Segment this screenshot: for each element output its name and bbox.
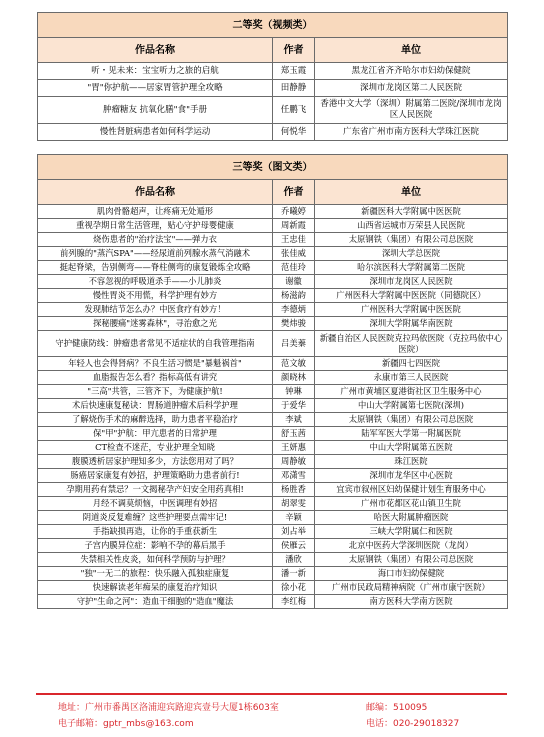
org-cell: 新疆医科大学附属中医医院 (315, 205, 508, 219)
work-cell: 手指缺损再造，让你的手重获新生 (38, 525, 273, 539)
work-cell: 不容忽视的呼吸道杀手——小儿肺炎 (38, 275, 273, 289)
work-cell: 阴道炎反复难缠？这些护理要点需牢记! (38, 511, 273, 525)
org-cell: 深圳市龙岗区人民医院 (315, 275, 508, 289)
org-cell: 太原钢铁（集团）有限公司总医院 (315, 233, 508, 247)
table-row (38, 581, 508, 595)
table-row (38, 399, 508, 413)
org-cell: 广州医科大学附属中医医院 (315, 303, 508, 317)
table-row (38, 427, 508, 441)
author-cell: 侯雁云 (273, 539, 315, 553)
work-cell: 子宫内膜异位症：影响不孕的幕后黑手 (38, 539, 273, 553)
author-cell: 舒玉茜 (273, 427, 315, 441)
org-cell: 珠江医院 (315, 455, 508, 469)
work-cell: 听・见未来：宝宝听力之旅的启航 (38, 63, 273, 80)
table-row (38, 219, 508, 233)
col-header-work: 作品名称 (38, 38, 273, 63)
work-cell: 烧伤患者的"治疗法宝"——弹力衣 (38, 233, 273, 247)
work-cell: 腹膜透析居家护理知多少，方法您用对了吗？ (38, 455, 273, 469)
org-cell: 中山大学附属第七医院(深圳) (315, 399, 508, 413)
org-cell: 新疆自治区人民医院克拉玛依医院（克拉玛依中心医院） (315, 331, 508, 357)
table-row (38, 595, 508, 609)
work-cell: "独"一无二的旅程：快乐融入孤独症康复 (38, 567, 273, 581)
org-cell: 广州市黄埔区夏港街社区卫生服务中心 (315, 385, 508, 399)
author-cell: 田静静 (273, 80, 315, 97)
table-row (38, 357, 508, 371)
work-cell: 肿瘤糖友 抗氧化膳"食"手册 (38, 97, 273, 124)
table-row (38, 97, 508, 124)
org-cell: 新疆四七四医院 (315, 357, 508, 371)
table-row (38, 371, 508, 385)
author-cell: 钟琳 (273, 385, 315, 399)
table-row (38, 525, 508, 539)
work-cell: 失禁相关性皮炎，如何科学预防与护理？ (38, 553, 273, 567)
footer-email: 电子邮箱：gptr_mbs@163.com (58, 719, 194, 729)
org-cell: 深圳大学附属华南医院 (315, 317, 508, 331)
author-cell: 胡翠雯 (273, 497, 315, 511)
work-cell: 守护健康防线：肿瘤患者常见不适症状的自我管理指南 (38, 331, 273, 357)
work-cell: "胃"你护航——居家胃管护理全攻略 (38, 80, 273, 97)
table-row (38, 233, 508, 247)
org-cell: 陆军军医大学第一附属医院 (315, 427, 508, 441)
org-cell: 深圳市龙华区中心医院 (315, 469, 508, 483)
author-cell: 李红梅 (273, 595, 315, 609)
org-cell: 南方医科大学南方医院 (315, 595, 508, 609)
author-cell: 刘占举 (273, 525, 315, 539)
org-cell: 广州市民政局精神病院（广州市康宁医院） (315, 581, 508, 595)
work-cell: 肠癌居家康复有妙招，护理策略助力患者前行! (38, 469, 273, 483)
org-cell: 宜宾市叙州区妇幼保健计划生育服务中心 (315, 483, 508, 497)
table-row (38, 124, 508, 141)
table-row (38, 413, 508, 427)
author-cell: 王忠佳 (273, 233, 315, 247)
author-cell: 徐小花 (273, 581, 315, 595)
work-cell: CT检查不迷茫，专业护理全知晓 (38, 441, 273, 455)
author-cell: 李德炳 (273, 303, 315, 317)
author-cell: 范文敏 (273, 357, 315, 371)
footer-phone: 电话：020-29018327 (366, 719, 460, 729)
col-header-author: 作者 (273, 38, 315, 63)
org-cell: 深圳市龙岗区第二人民医院 (315, 80, 508, 97)
work-cell: 术后快速康复秘诀：胃肠道肿瘤术后科学护理 (38, 399, 273, 413)
work-cell: 挺起脊梁，告别侧弯——脊柱侧弯的康复锻炼全攻略 (38, 261, 273, 275)
table-row (38, 80, 508, 97)
org-cell: 深圳大学总医院 (315, 247, 508, 261)
work-cell: 保"甲"护航：甲亢患者的日常护理 (38, 427, 273, 441)
work-cell: 快速解读老年痴呆的康复治疗知识 (38, 581, 273, 595)
work-cell: 了解烧伤手术的麻醉选择，助力患者平稳治疗 (38, 413, 273, 427)
org-cell: 太原钢铁（集团）有限公司总医院 (315, 553, 508, 567)
third-prize-title: 三等奖（图文类） (38, 155, 508, 180)
work-cell: "三高"共管，三管齐下，为健康护航! (38, 385, 273, 399)
author-cell: 吕美蓁 (273, 331, 315, 357)
author-cell: 邓潇雪 (273, 469, 315, 483)
author-cell: 潘欣 (273, 553, 315, 567)
author-cell: 周新霞 (273, 219, 315, 233)
col-header-org: 单位 (315, 38, 508, 63)
author-cell: 何悦华 (273, 124, 315, 141)
table-row (38, 275, 508, 289)
table-row (38, 539, 508, 553)
col-header-author: 作者 (273, 180, 315, 205)
work-cell: 重视孕期日常生活管理，贴心守护母婴健康 (38, 219, 273, 233)
table-row (38, 553, 508, 567)
work-cell: 前列腺的"蒸汽SPA"——经尿道前列腺水蒸气消融术 (38, 247, 273, 261)
table-row (38, 63, 508, 80)
second-prize-table (37, 12, 508, 141)
table-row (38, 289, 508, 303)
author-cell: 乔曦婷 (273, 205, 315, 219)
work-cell: 年轻人也会得肾病？不良生活习惯是"暴魁祸首" (38, 357, 273, 371)
org-cell: 黑龙江省齐齐哈尔市妇幼保健院 (315, 63, 508, 80)
org-cell: 山西省运城市万荣县人民医院 (315, 219, 508, 233)
org-cell: 广东省广州市南方医科大学珠江医院 (315, 124, 508, 141)
author-cell: 周静敏 (273, 455, 315, 469)
org-cell: 哈医大附属肿瘤医院 (315, 511, 508, 525)
third-prize-table (37, 154, 508, 609)
table-row (38, 511, 508, 525)
work-cell: 血脂报告怎么看？指标高低有讲究 (38, 371, 273, 385)
org-cell: 香港中文大学（深圳）附属第二医院/深圳市龙岗区人民医院 (315, 97, 508, 124)
table-row (38, 469, 508, 483)
table-row (38, 385, 508, 399)
table-row (38, 261, 508, 275)
footer (36, 693, 507, 729)
author-cell: 颜晓林 (273, 371, 315, 385)
table-row (38, 455, 508, 469)
author-cell: 杨滋韵 (273, 289, 315, 303)
table-row (38, 205, 508, 219)
org-cell: 广州市花都区花山镇卫生院 (315, 497, 508, 511)
work-cell: 探秘腰痛"迷雾森林"，寻治愈之光 (38, 317, 273, 331)
table-row (38, 247, 508, 261)
work-cell: 肌肉骨骼超声，让疼痛无处遁形 (38, 205, 273, 219)
footer-address: 地址：广州市番禺区洛浦迎宾路迎宾壹号大厦1栋603室 (58, 703, 279, 713)
work-cell: 守护"生命之河"：造血干细胞的"造血"魔法 (38, 595, 273, 609)
author-cell: 郑玉霞 (273, 63, 315, 80)
table-row (38, 483, 508, 497)
author-cell: 李斌 (273, 413, 315, 427)
work-cell: 发现肺结节怎么办？中医食疗有妙方！ (38, 303, 273, 317)
author-cell: 范佳玲 (273, 261, 315, 275)
org-cell: 海口市妇幼保健院 (315, 567, 508, 581)
author-cell: 杨胜香 (273, 483, 315, 497)
org-cell: 广州医科大学附属中医医院（同德院区） (315, 289, 508, 303)
author-cell: 张佳威 (273, 247, 315, 261)
author-cell: 辛颖 (273, 511, 315, 525)
table-row (38, 567, 508, 581)
table-row (38, 441, 508, 455)
org-cell: 哈尔滨医科大学附属第二医院 (315, 261, 508, 275)
table-row (38, 317, 508, 331)
col-header-org: 单位 (315, 180, 508, 205)
table-row (38, 303, 508, 317)
org-cell: 太原钢铁（集团）有限公司总医院 (315, 413, 508, 427)
org-cell: 中山大学附属第五医院 (315, 441, 508, 455)
work-cell: 慢性肾脏病患者如何科学运动 (38, 124, 273, 141)
footer-postcode: 邮编：510095 (366, 703, 428, 713)
work-cell: 慢性胃炎不用慌，科学护理有妙方 (38, 289, 273, 303)
table-row (38, 497, 508, 511)
author-cell: 任鹏飞 (273, 97, 315, 124)
work-cell: 孕期用药有禁忌？一文揭秘孕产妇安全用药真相! (38, 483, 273, 497)
org-cell: 永康市第三人民医院 (315, 371, 508, 385)
work-cell: 月经不调莫烦恼，中医调理有妙招 (38, 497, 273, 511)
author-cell: 潘一新 (273, 567, 315, 581)
second-prize-title: 二等奖（视频类） (38, 13, 508, 38)
org-cell: 三峡大学附属仁和医院 (315, 525, 508, 539)
org-cell: 北京中医药大学深圳医院（龙岗） (315, 539, 508, 553)
author-cell: 谢徽 (273, 275, 315, 289)
table-row (38, 331, 508, 357)
author-cell: 樊炜骏 (273, 317, 315, 331)
author-cell: 王妍惠 (273, 441, 315, 455)
author-cell: 于爱华 (273, 399, 315, 413)
col-header-work: 作品名称 (38, 180, 273, 205)
